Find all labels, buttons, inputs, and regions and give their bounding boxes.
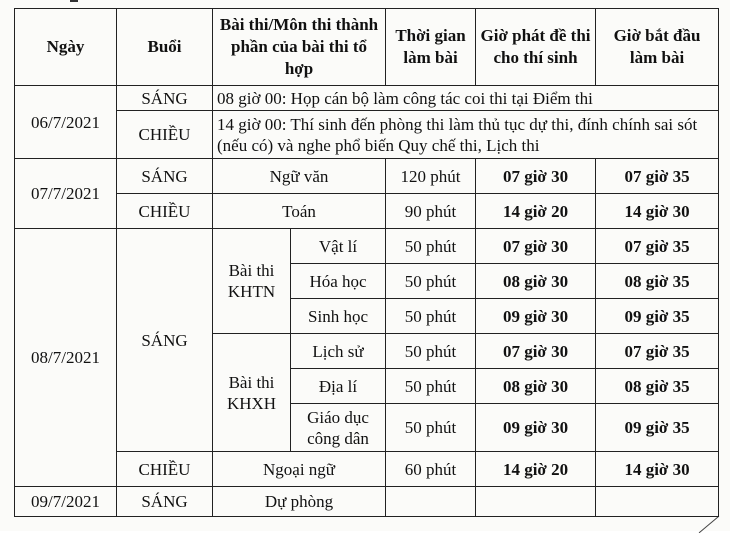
duration-cell: 120 phút <box>386 159 476 194</box>
date-cell: 07/7/2021 <box>15 159 117 229</box>
duration-cell: 50 phút <box>386 334 476 369</box>
duration-cell: 90 phút <box>386 194 476 229</box>
start-time-cell: 07 giờ 35 <box>596 159 719 194</box>
start-time-cell: 09 giờ 35 <box>596 404 719 452</box>
header-row <box>15 9 719 86</box>
table-row <box>15 111 719 159</box>
distribute-time-cell: 08 giờ 30 <box>476 369 596 404</box>
table-row <box>15 194 719 229</box>
duration-cell: 50 phút <box>386 264 476 299</box>
distribute-time-cell: 07 giờ 30 <box>476 334 596 369</box>
start-time-cell: 07 giờ 35 <box>596 229 719 264</box>
table-row <box>15 86 719 111</box>
distribute-time-cell <box>476 487 596 517</box>
start-time-cell <box>596 487 719 517</box>
table-row <box>15 159 719 194</box>
session-cell: SÁNG <box>117 86 213 111</box>
subject-cell: Ngoại ngữ <box>213 452 386 487</box>
date-cell: 06/7/2021 <box>15 86 117 159</box>
session-cell: SÁNG <box>117 487 213 517</box>
distribute-time-cell: 09 giờ 30 <box>476 299 596 334</box>
duration-cell: 50 phút <box>386 369 476 404</box>
table-row <box>15 487 719 517</box>
start-time-cell: 14 giờ 30 <box>596 194 719 229</box>
start-time-cell: 09 giờ 35 <box>596 299 719 334</box>
exam-group-cell: Bài thi KHXH <box>213 334 291 452</box>
duration-cell: 60 phút <box>386 452 476 487</box>
header-ngay: Ngày <box>15 9 117 86</box>
header-bai-thi: Bài thi/Môn thi thành phần của bài thi tổ hợp <box>213 9 386 86</box>
subject-cell: Lịch sử <box>291 334 386 369</box>
note-cell: 08 giờ 00: Họp cán bộ làm công tác coi thi tại Điểm thi <box>213 86 719 111</box>
header-thoi-gian: Thời gian làm bài <box>386 9 476 86</box>
session-cell: CHIỀU <box>117 111 213 159</box>
duration-cell: 50 phút <box>386 229 476 264</box>
subject-cell: Hóa học <box>291 264 386 299</box>
subject-cell: Dự phòng <box>213 487 386 517</box>
date-cell: 08/7/2021 <box>15 229 117 487</box>
distribute-time-cell: 07 giờ 30 <box>476 159 596 194</box>
start-time-cell: 14 giờ 30 <box>596 452 719 487</box>
start-time-cell: 08 giờ 35 <box>596 264 719 299</box>
duration-cell: 50 phút <box>386 404 476 452</box>
table-row <box>15 229 719 264</box>
date-cell: 09/7/2021 <box>15 487 117 517</box>
exam-schedule-table <box>14 8 719 517</box>
session-cell: CHIỀU <box>117 452 213 487</box>
subject-cell: Địa lí <box>291 369 386 404</box>
header-buoi: Buổi <box>117 9 213 86</box>
subject-cell: Sinh học <box>291 299 386 334</box>
session-cell: SÁNG <box>117 159 213 194</box>
duration-cell <box>386 487 476 517</box>
subject-cell: Ngữ văn <box>213 159 386 194</box>
table-row <box>15 452 719 487</box>
distribute-time-cell: 14 giờ 20 <box>476 194 596 229</box>
distribute-time-cell: 09 giờ 30 <box>476 404 596 452</box>
scan-artifact <box>70 0 78 2</box>
distribute-time-cell: 07 giờ 30 <box>476 229 596 264</box>
subject-cell: Toán <box>213 194 386 229</box>
distribute-time-cell: 08 giờ 30 <box>476 264 596 299</box>
start-time-cell: 08 giờ 35 <box>596 369 719 404</box>
duration-cell: 50 phút <box>386 299 476 334</box>
subject-cell: Vật lí <box>291 229 386 264</box>
header-gio-bat-dau: Giờ bắt đầu làm bài <box>596 9 719 86</box>
start-time-cell: 07 giờ 35 <box>596 334 719 369</box>
session-cell: CHIỀU <box>117 194 213 229</box>
distribute-time-cell: 14 giờ 20 <box>476 452 596 487</box>
scan-artifact <box>699 516 720 533</box>
session-cell: SÁNG <box>117 229 213 452</box>
subject-cell: Giáo dục công dân <box>291 404 386 452</box>
exam-group-cell: Bài thi KHTN <box>213 229 291 334</box>
header-gio-phat-de: Giờ phát đề thi cho thí sinh <box>476 9 596 86</box>
note-cell: 14 giờ 00: Thí sinh đến phòng thi làm thủ tục dự thi, đính chính sai sót (nếu có) và nghe phổ biến Quy chế thi, Lịch thi <box>213 111 719 159</box>
